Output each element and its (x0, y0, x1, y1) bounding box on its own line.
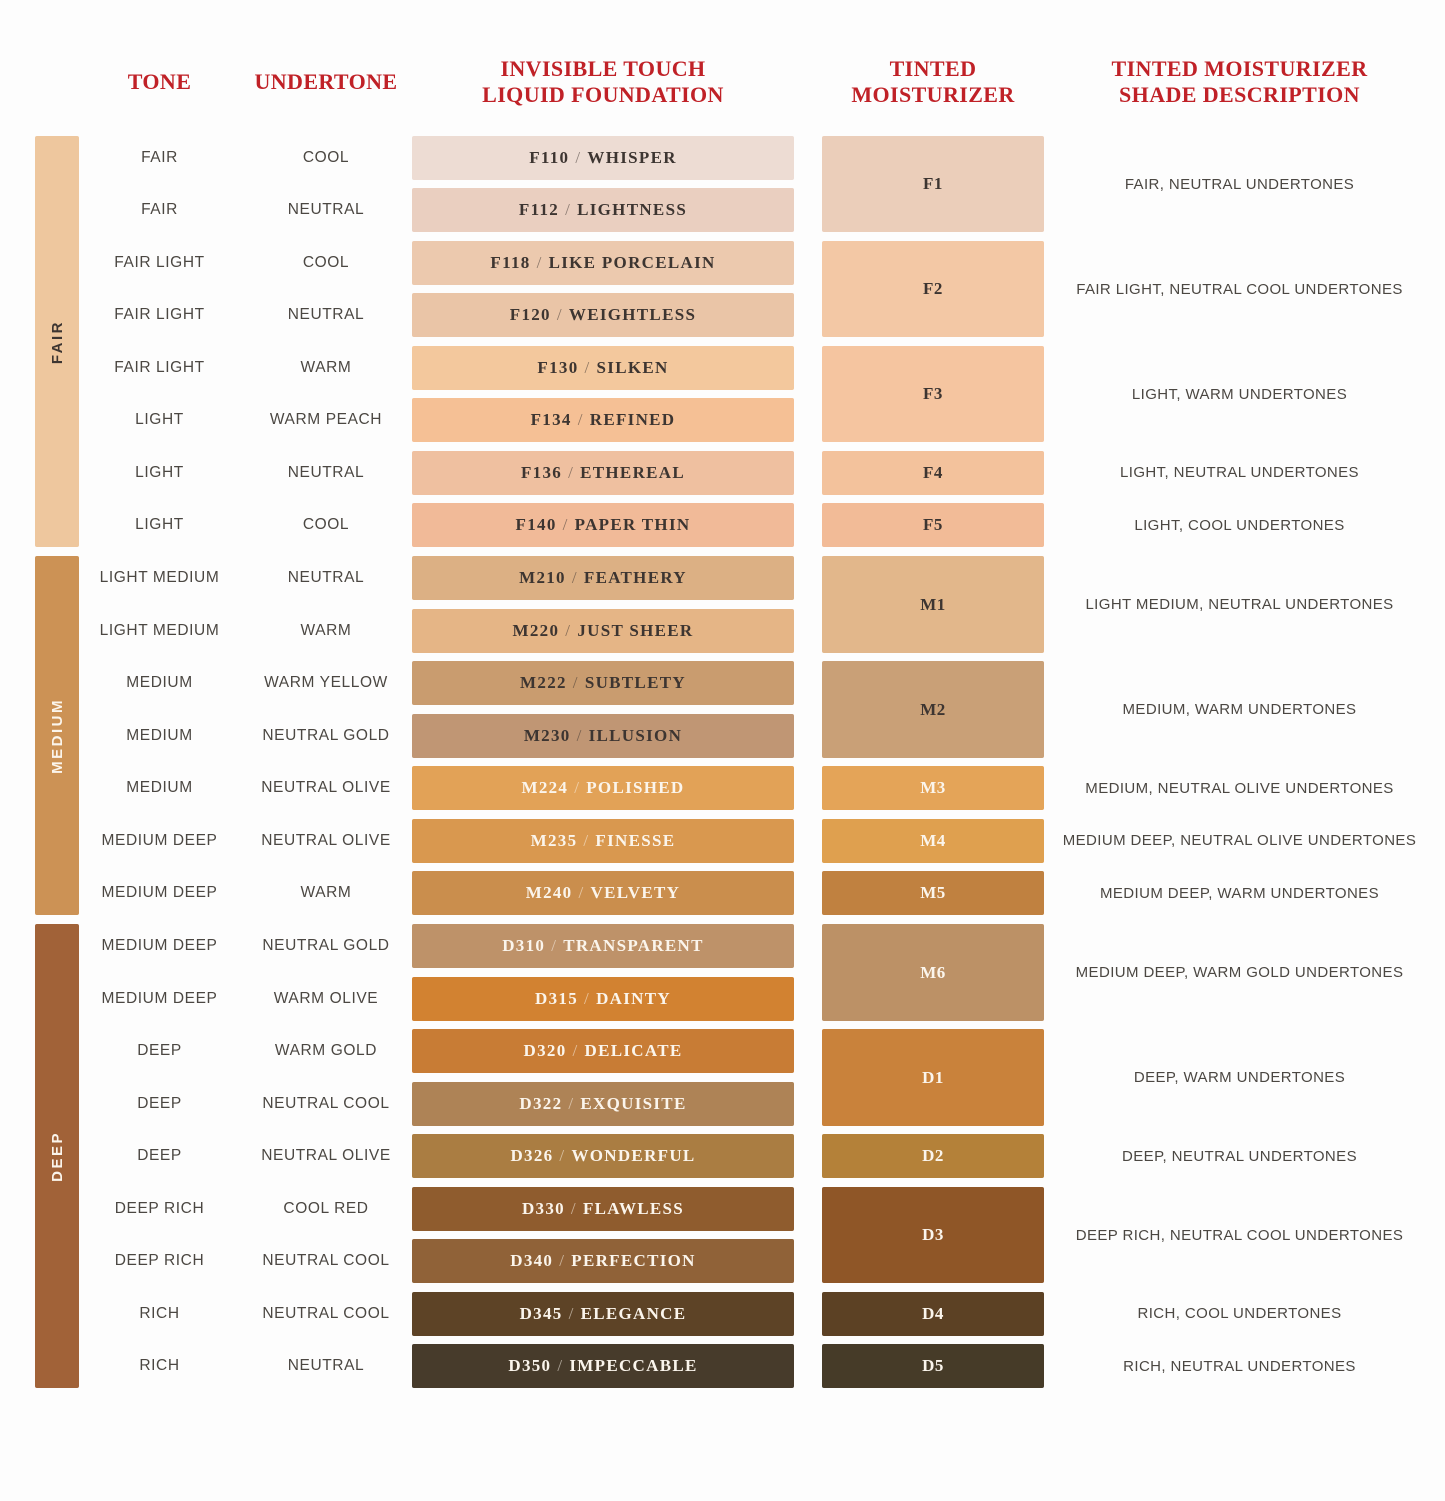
foundation-code: D315 (535, 988, 579, 1008)
column-header-tinted-moisturizer (822, 56, 1044, 108)
foundation-swatch-f112 (412, 188, 794, 232)
undertone-label: WARM YELLOW (264, 674, 388, 692)
tone-group-label-medium: MEDIUM (48, 697, 66, 774)
tone-label: FAIR (141, 201, 178, 219)
foundation-name: ILLUSION (588, 725, 683, 745)
foundation-slash: / (568, 1303, 575, 1323)
foundation-code: F130 (537, 357, 579, 377)
foundation-code: F112 (518, 200, 560, 220)
shade-description-m3: MEDIUM, NEUTRAL OLIVE UNDERTONES (1085, 779, 1394, 797)
foundation-name: WONDERFUL (571, 1146, 696, 1166)
foundation-name: LIGHTNESS (577, 200, 688, 220)
column-header-invisible-touch-liquid-foundation (412, 56, 794, 108)
tone-label: RICH (139, 1357, 180, 1375)
moisturizer-swatch-f2: F2 (822, 241, 1044, 338)
undertone-label: COOL (302, 253, 350, 271)
foundation-code: M235 (530, 830, 578, 850)
column-header-tinted-moisturizer-shade-description (1044, 56, 1435, 108)
foundation-swatch-m240 (412, 871, 794, 915)
tone-label: FAIR LIGHT (114, 358, 205, 376)
foundation-slash: / (562, 515, 569, 535)
foundation-name: SILKEN (596, 357, 669, 377)
undertone-label: COOL (302, 148, 350, 166)
column-header-line: TONE (127, 68, 192, 94)
undertone-label: WARM (300, 884, 352, 902)
foundation-swatch-f120 (412, 293, 794, 337)
foundation-code: F136 (521, 462, 563, 482)
tone-label: LIGHT MEDIUM (99, 621, 220, 639)
tone-label: DEEP (137, 1042, 182, 1060)
moisturizer-swatch-f4: F4 (822, 451, 1044, 495)
foundation-code: D350 (508, 1356, 552, 1376)
foundation-code: D330 (521, 1198, 565, 1218)
section-grid-fair (79, 136, 1435, 548)
tone-label: DEEP (137, 1147, 182, 1165)
foundation-swatch-d320 (412, 1029, 794, 1073)
tone-label: MEDIUM (126, 726, 193, 744)
tone-label: LIGHT MEDIUM (99, 569, 220, 587)
foundation-swatch-d350 (412, 1344, 794, 1388)
foundation-slash: / (556, 305, 563, 325)
foundation-swatch-d322 (412, 1082, 794, 1126)
foundation-slash: / (584, 988, 591, 1008)
foundation-slash: / (575, 147, 582, 167)
foundation-swatch-d345 (412, 1292, 794, 1336)
foundation-swatch-f118 (412, 241, 794, 285)
column-header-line: INVISIBLE TOUCH (500, 56, 706, 81)
foundation-slash: / (578, 883, 585, 903)
shade-description-d2: DEEP, NEUTRAL UNDERTONES (1122, 1147, 1357, 1165)
foundation-name: ETHEREAL (580, 462, 685, 482)
tone-group-label-deep: DEEP (48, 1130, 66, 1182)
foundation-name: PAPER THIN (574, 515, 691, 535)
foundation-code: D345 (519, 1303, 563, 1323)
foundation-slash: / (574, 778, 581, 798)
foundation-code: D320 (523, 1041, 567, 1061)
tone-label: LIGHT (135, 411, 184, 429)
moisturizer-swatch-m6: M6 (822, 924, 1044, 1021)
foundation-code: F140 (515, 515, 557, 535)
section-grid-medium (79, 556, 1435, 915)
undertone-label: WARM PEACH (269, 411, 383, 429)
foundation-name: IMPECCABLE (569, 1356, 698, 1376)
tone-group-label-fair: FAIR (48, 319, 66, 364)
shade-description-f2: FAIR LIGHT, NEUTRAL COOL UNDERTONES (1076, 280, 1403, 298)
shade-description-d3: DEEP RICH, NEUTRAL COOL UNDERTONES (1075, 1226, 1404, 1244)
foundation-code: F118 (490, 252, 531, 272)
moisturizer-swatch-m3: M3 (822, 766, 1044, 810)
tone-group-bar-deep (35, 924, 79, 1388)
foundation-name: ELEGANCE (580, 1303, 687, 1323)
foundation-name: JUST SHEER (577, 620, 694, 640)
tone-label: MEDIUM DEEP (101, 989, 218, 1007)
moisturizer-swatch-d3: D3 (822, 1187, 1044, 1284)
foundation-code: D322 (519, 1093, 563, 1113)
undertone-label: NEUTRAL GOLD (262, 726, 390, 744)
foundation-code: D326 (510, 1146, 554, 1166)
undertone-label: WARM (300, 621, 352, 639)
foundation-swatch-m224 (412, 766, 794, 810)
undertone-label: WARM GOLD (274, 1042, 378, 1060)
foundation-name: FEATHERY (583, 568, 687, 588)
foundation-name: REFINED (589, 410, 676, 430)
tone-label: MEDIUM DEEP (101, 884, 218, 902)
foundation-code: F120 (509, 305, 551, 325)
undertone-label: NEUTRAL (287, 1357, 365, 1375)
tone-label: MEDIUM DEEP (101, 937, 218, 955)
foundation-name: FLAWLESS (582, 1198, 685, 1218)
undertone-label: NEUTRAL COOL (262, 1094, 390, 1112)
moisturizer-swatch-m4: M4 (822, 819, 1044, 863)
foundation-name: SUBTLETY (584, 673, 686, 693)
moisturizer-swatch-m1: M1 (822, 556, 1044, 653)
foundation-code: M222 (520, 673, 567, 693)
tone-label: MEDIUM (126, 674, 193, 692)
undertone-label: NEUTRAL (287, 569, 365, 587)
shade-description-f3: LIGHT, WARM UNDERTONES (1131, 385, 1348, 403)
undertone-label: COOL RED (283, 1199, 369, 1217)
foundation-swatch-f130 (412, 346, 794, 390)
foundation-name: FINESSE (595, 830, 676, 850)
shade-description-f1: FAIR, NEUTRAL UNDERTONES (1124, 175, 1355, 193)
foundation-swatch-d326 (412, 1134, 794, 1178)
undertone-label: NEUTRAL OLIVE (261, 779, 391, 797)
foundation-code: M210 (519, 568, 566, 588)
tone-label: DEEP RICH (114, 1252, 205, 1270)
column-header-tone (79, 69, 240, 95)
section-fair (0, 136, 1445, 548)
foundation-swatch-m230 (412, 714, 794, 758)
tone-label: LIGHT (135, 463, 184, 481)
foundation-name: WEIGHTLESS (568, 305, 697, 325)
foundation-slash: / (571, 568, 578, 588)
foundation-slash: / (568, 1093, 575, 1113)
moisturizer-swatch-f5: F5 (822, 503, 1044, 547)
shade-description-d1: DEEP, WARM UNDERTONES (1133, 1069, 1346, 1087)
foundation-swatch-m235 (412, 819, 794, 863)
undertone-label: NEUTRAL GOLD (262, 937, 390, 955)
section-grid-deep (79, 924, 1435, 1388)
tone-label: FAIR LIGHT (114, 306, 205, 324)
undertone-label: WARM (300, 358, 352, 376)
foundation-code: D310 (502, 936, 546, 956)
tone-label: RICH (139, 1304, 180, 1322)
foundation-slash: / (584, 357, 591, 377)
moisturizer-swatch-m5: M5 (822, 871, 1044, 915)
tone-label: MEDIUM (126, 779, 193, 797)
moisturizer-swatch-f1: F1 (822, 136, 1044, 233)
foundation-swatch-m210 (412, 556, 794, 600)
shade-description-m5: MEDIUM DEEP, WARM UNDERTONES (1099, 884, 1379, 902)
shade-description-f5: LIGHT, COOL UNDERTONES (1134, 516, 1345, 534)
shade-chart (0, 56, 1445, 1388)
foundation-swatch-m220 (412, 609, 794, 653)
chart-body (0, 136, 1445, 1389)
shade-description-m1: LIGHT MEDIUM, NEUTRAL UNDERTONES (1085, 596, 1394, 614)
foundation-swatch-f110 (412, 136, 794, 180)
foundation-name: LIKE PORCELAIN (548, 252, 716, 272)
foundation-slash: / (577, 410, 584, 430)
column-header-line: SHADE DESCRIPTION (1119, 81, 1360, 107)
column-header-undertone (240, 69, 412, 95)
tone-group-bar-fair (35, 136, 79, 548)
foundation-swatch-d315 (412, 977, 794, 1021)
foundation-slash: / (570, 1198, 577, 1218)
undertone-label: NEUTRAL OLIVE (261, 1147, 391, 1165)
foundation-swatch-f140 (412, 503, 794, 547)
foundation-code: D340 (510, 1251, 554, 1271)
shade-description-d4: RICH, COOL UNDERTONES (1137, 1305, 1342, 1323)
foundation-swatch-d310 (412, 924, 794, 968)
foundation-name: POLISHED (586, 778, 685, 798)
foundation-swatch-m222 (412, 661, 794, 705)
foundation-slash: / (572, 1041, 579, 1061)
foundation-name: DELICATE (584, 1041, 683, 1061)
foundation-swatch-d340 (412, 1239, 794, 1283)
foundation-code: M220 (512, 620, 560, 640)
tone-label: MEDIUM DEEP (101, 831, 218, 849)
shade-description-m4: MEDIUM DEEP, NEUTRAL OLIVE UNDERTONES (1062, 832, 1417, 850)
foundation-swatch-d330 (412, 1187, 794, 1231)
foundation-name: EXQUISITE (580, 1093, 687, 1113)
foundation-slash: / (576, 725, 583, 745)
foundation-slash: / (565, 200, 572, 220)
undertone-label: NEUTRAL OLIVE (261, 831, 391, 849)
foundation-code: F134 (530, 410, 572, 430)
chart-header (0, 56, 1445, 108)
foundation-swatch-f134 (412, 398, 794, 442)
shade-description-m2: MEDIUM, WARM UNDERTONES (1122, 701, 1357, 719)
foundation-slash: / (557, 1356, 564, 1376)
foundation-name: DAINTY (596, 988, 671, 1008)
foundation-name: TRANSPARENT (563, 936, 704, 956)
undertone-label: NEUTRAL (287, 306, 365, 324)
section-medium (0, 556, 1445, 915)
foundation-slash: / (551, 936, 558, 956)
foundation-code: F110 (529, 147, 570, 167)
tone-label: DEEP (137, 1094, 182, 1112)
moisturizer-swatch-d1: D1 (822, 1029, 1044, 1126)
undertone-label: COOL (302, 516, 350, 534)
foundation-name: PERFECTION (571, 1251, 696, 1271)
undertone-label: NEUTRAL COOL (262, 1304, 390, 1322)
section-deep (0, 924, 1445, 1388)
foundation-code: M240 (525, 883, 573, 903)
moisturizer-swatch-f3: F3 (822, 346, 1044, 443)
moisturizer-swatch-d4: D4 (822, 1292, 1044, 1336)
moisturizer-swatch-d5: D5 (822, 1344, 1044, 1388)
tone-label: FAIR (141, 148, 178, 166)
foundation-swatch-f136 (412, 451, 794, 495)
column-header-line: UNDERTONE (254, 68, 398, 94)
shade-description-m6: MEDIUM DEEP, WARM GOLD UNDERTONES (1075, 964, 1404, 982)
shade-description-d5: RICH, NEUTRAL UNDERTONES (1123, 1357, 1356, 1375)
column-header-line: MOISTURIZER (851, 81, 1015, 107)
foundation-slash: / (572, 673, 579, 693)
foundation-slash: / (559, 1251, 566, 1271)
moisturizer-swatch-m2: M2 (822, 661, 1044, 758)
column-header-line: LIQUID FOUNDATION (482, 81, 724, 107)
tone-label: DEEP RICH (114, 1199, 205, 1217)
undertone-label: NEUTRAL COOL (262, 1252, 390, 1270)
column-header-line: TINTED MOISTURIZER (1111, 56, 1368, 81)
foundation-slash: / (583, 830, 590, 850)
tone-label: FAIR LIGHT (114, 253, 205, 271)
foundation-code: M230 (523, 725, 571, 745)
moisturizer-swatch-d2: D2 (822, 1134, 1044, 1178)
foundation-slash: / (565, 620, 572, 640)
undertone-label: NEUTRAL (287, 201, 365, 219)
foundation-code: M224 (521, 778, 569, 798)
tone-label: LIGHT (135, 516, 184, 534)
foundation-slash: / (559, 1146, 566, 1166)
foundation-slash: / (536, 252, 543, 272)
column-header-line: TINTED (889, 56, 977, 81)
foundation-name: WHISPER (587, 147, 677, 167)
shade-description-f4: LIGHT, NEUTRAL UNDERTONES (1120, 464, 1359, 482)
tone-group-bar-medium (35, 556, 79, 915)
undertone-label: WARM OLIVE (273, 989, 379, 1007)
foundation-slash: / (568, 462, 575, 482)
undertone-label: NEUTRAL (287, 463, 365, 481)
foundation-name: VELVETY (590, 883, 681, 903)
